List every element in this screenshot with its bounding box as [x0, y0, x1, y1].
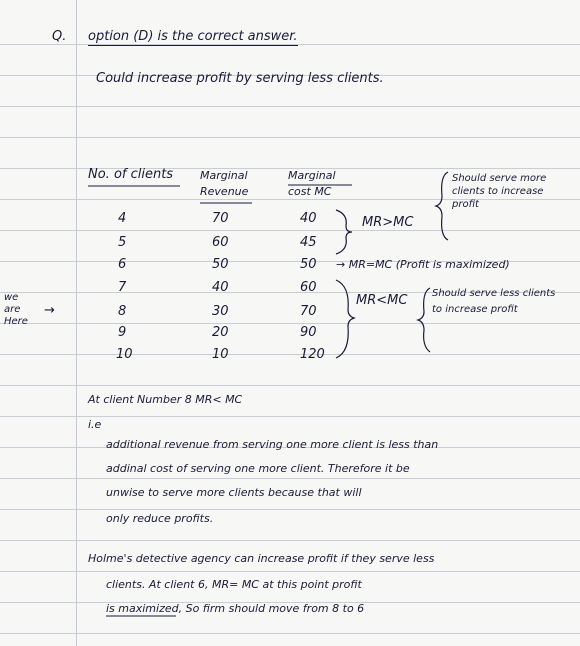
- col-header-clients: No. of clients: [88, 167, 174, 182]
- mr-lt-mc: MR<MC: [356, 293, 408, 308]
- row-mr: 20: [212, 325, 229, 340]
- conclusion-line-3: is maximized, So firm should move from 8 to 6: [106, 602, 365, 615]
- row-mc: 60: [300, 280, 317, 295]
- row-mr: 10: [212, 347, 229, 362]
- row-clients: 10: [116, 347, 133, 362]
- row-clients: 4: [118, 211, 127, 226]
- row-mr: 40: [212, 280, 229, 295]
- mr-gt-mc: MR>MC: [362, 215, 414, 230]
- row-clients: 6: [118, 257, 127, 272]
- conclusion-line-1: Holme's detective agency can increase profit if they serve less: [88, 552, 435, 565]
- brace-top: [336, 210, 352, 254]
- row-mc: 50: [300, 257, 317, 272]
- note-serve-less: Should serve less clients to increase profit: [432, 288, 556, 315]
- question-number: Q.: [52, 29, 67, 44]
- row-clients: 9: [118, 325, 127, 340]
- answer-line: option (D) is the correct answer.: [88, 29, 298, 44]
- col-header-mr: Marginal Revenue: [200, 169, 249, 198]
- row-mr: 50: [212, 257, 229, 272]
- row-mc: 70: [300, 304, 317, 319]
- col-header-mc: Marginal cost MC: [288, 169, 336, 198]
- left-note: we are Here: [4, 292, 28, 327]
- row-mr: 70: [212, 211, 229, 226]
- row-mc: 45: [300, 235, 317, 250]
- row-mc: 40: [300, 211, 317, 226]
- statement: Could increase profit by serving less clients.: [96, 71, 384, 86]
- row-mr: 30: [212, 304, 229, 319]
- explanation-line-4: addinal cost of serving one more client. Therefore it be: [106, 462, 410, 475]
- explanation-line-3: additional revenue from serving one more client is less than: [106, 438, 439, 451]
- row-mc: 120: [300, 347, 325, 362]
- explanation-line-5: unwise to serve more clients because that will: [106, 486, 362, 499]
- row-clients: 8: [118, 304, 127, 319]
- explanation-line-6: only reduce profits.: [106, 512, 214, 525]
- row-mr: 60: [212, 235, 229, 250]
- brace-note-bottom: [418, 288, 430, 352]
- note-serve-more: Should serve more clients to increase profit: [452, 173, 547, 210]
- brace-note-top: [436, 172, 448, 240]
- brace-bottom: [336, 280, 354, 358]
- row-mc: 90: [300, 325, 317, 340]
- conclusion-line-2: clients. At client 6, MR= MC at this point profit: [106, 578, 362, 591]
- row-clients: 7: [118, 280, 127, 295]
- explanation-line-2: i.e: [88, 418, 102, 431]
- left-arrow: →: [44, 303, 55, 318]
- row-clients: 5: [118, 235, 127, 250]
- equality-note: → MR=MC (Profit is maximized): [336, 258, 510, 271]
- explanation-line-1: At client Number 8 MR< MC: [88, 393, 243, 406]
